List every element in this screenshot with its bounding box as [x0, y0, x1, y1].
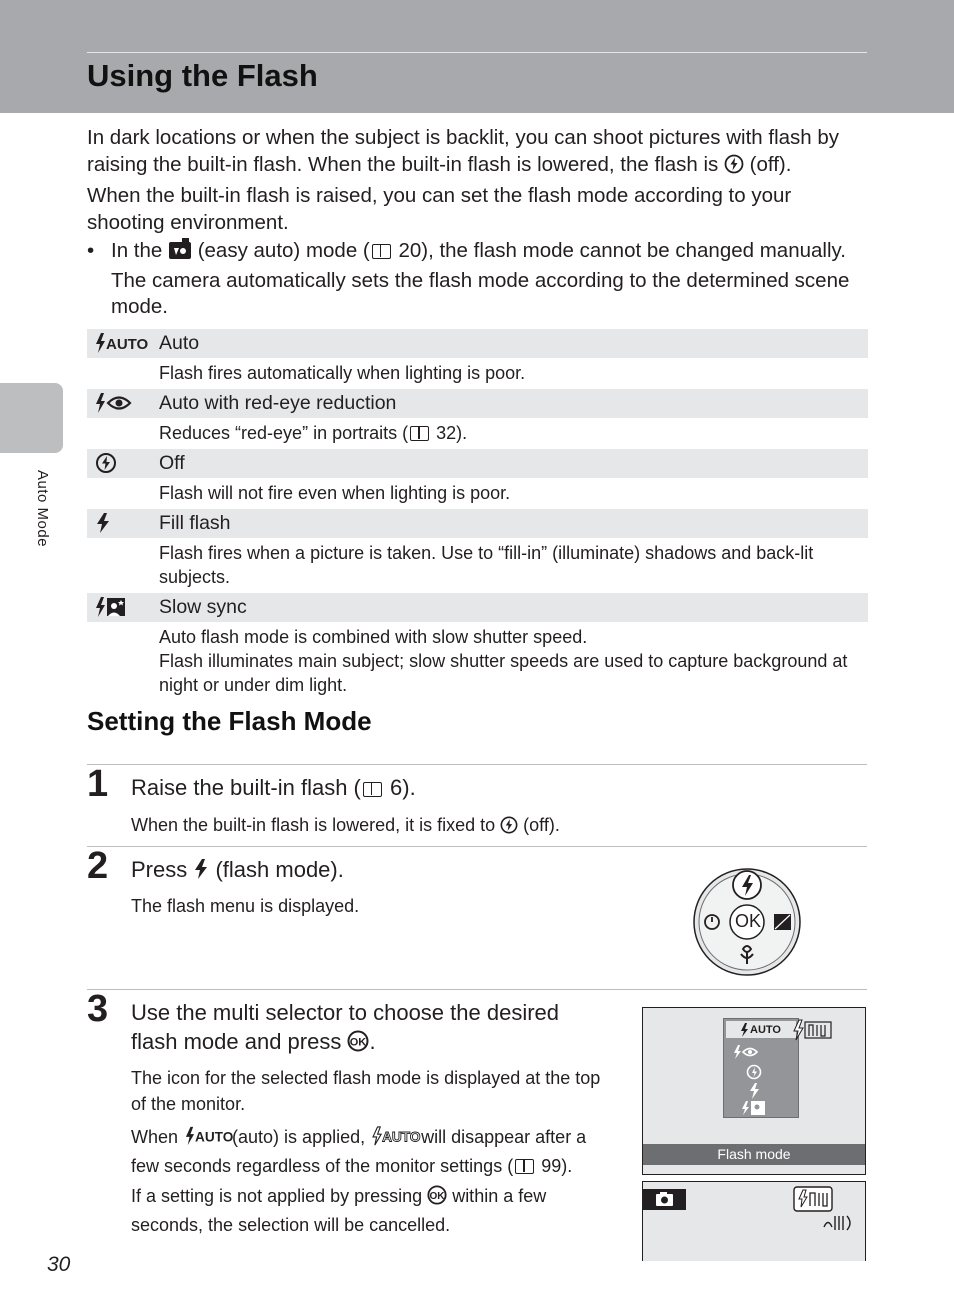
book-icon [363, 782, 382, 797]
mode-head [87, 449, 868, 478]
svg-text:AUTO: AUTO [382, 1129, 421, 1145]
step-title [131, 773, 601, 802]
easy-auto-icon [168, 238, 192, 268]
intro-paragraph-1 [87, 124, 867, 181]
step-text-part: (auto) is applied, [227, 1127, 371, 1147]
intro-text: (off). [743, 153, 792, 176]
section-title: Setting the Flash Mode [87, 706, 372, 736]
step-number: 2 [87, 845, 109, 887]
step-title-text: Press [131, 857, 194, 882]
selected-flash-auto-icon [793, 1019, 833, 1046]
exposure-compensation-icon [774, 914, 791, 930]
mode-head [87, 593, 868, 622]
step-divider [87, 846, 867, 847]
header-band [0, 0, 954, 113]
side-label: Auto Mode [34, 470, 51, 548]
svg-text:AUTO: AUTO [106, 336, 149, 353]
ok-icon [347, 1030, 369, 1059]
step-title-text: Raise the built-in flash ( [131, 775, 361, 800]
step-text: The icon for the selected flash mode is displayed at the top of the monitor. [131, 1068, 601, 1114]
step-text-part: When the built-in flash is lowered, it is fixed to [131, 815, 501, 835]
mode-name: Off [159, 452, 185, 474]
flash-off-icon [500, 815, 518, 841]
step-text-part: will disappear after a few seconds regardless of the monitor settings ( [131, 1127, 587, 1176]
bullet-dot: • [87, 239, 95, 262]
mode-description: Flash fires automatically when lighting is poor. [159, 363, 526, 383]
step-title [131, 998, 601, 1059]
ok-icon [427, 1185, 447, 1212]
slow-sync-icon [95, 596, 127, 620]
step-text [131, 1183, 606, 1238]
step-title-text: 6). [383, 775, 416, 800]
book-icon [372, 244, 391, 259]
step-text-part: 99). [536, 1156, 573, 1176]
bullet-text-part: In the [111, 239, 168, 262]
step-text: The flash menu is displayed. [131, 896, 360, 916]
mode-row-fill-flash [87, 509, 868, 593]
step-text-part: within a few seconds, the selection will be cancelled. [131, 1186, 547, 1235]
flash-mode-menu [723, 1018, 799, 1118]
bullet-text [111, 238, 867, 321]
mode-row-auto [87, 329, 868, 389]
mode-head [87, 509, 868, 538]
flash-icon [193, 858, 209, 887]
step-number: 3 [87, 988, 109, 1030]
step-divider [87, 764, 867, 765]
mode-description: Flash will not fire even when lighting is poor. [159, 483, 511, 503]
step-text-part: When [131, 1127, 184, 1147]
side-tab [0, 383, 63, 453]
mode-head [87, 329, 868, 358]
vibration-reduction-icon [821, 1212, 859, 1237]
menu-auto-label: AUTO [750, 1024, 781, 1036]
bullet-text-part: 20), the flash mode cannot be changed manually. The camera automatically sets the flash mode according to the determined scene mode. [111, 239, 850, 318]
book-icon [410, 426, 429, 441]
bullet-text-part: (easy auto) mode ( [192, 239, 370, 262]
shooting-screen [642, 1181, 866, 1261]
book-icon [515, 1159, 534, 1174]
svg-text:OK: OK [429, 1191, 445, 1203]
mode-name: Auto with red-eye reduction [159, 392, 397, 414]
flash-auto-icon [95, 332, 149, 356]
page-number: 30 [47, 1253, 71, 1276]
step-title-text: (flash mode). [209, 857, 344, 882]
mode-name: Auto [159, 332, 200, 354]
flash-off-icon [95, 452, 117, 476]
mode-description: Auto flash mode is combined with slow shutter speed. Flash illuminates main subject; slow shutter speeds are used to capture background at night or under dim light. [159, 627, 848, 695]
flash-auto-icon [183, 1126, 234, 1153]
camera-icon [643, 1189, 686, 1210]
step-title [131, 855, 601, 887]
flash-mode-menu-screen [642, 1007, 866, 1175]
svg-text:OK: OK [350, 1036, 367, 1049]
mode-row-slow-sync [87, 593, 868, 701]
header-rule [87, 52, 867, 53]
fill-flash-icon [95, 512, 111, 536]
mode-description [87, 418, 868, 449]
step-text [131, 812, 606, 841]
step-number: 1 [87, 763, 109, 805]
flash-auto-outline-icon [370, 1126, 421, 1153]
mode-row-off [87, 449, 868, 509]
mode-description-text: Reduces “red-eye” in portraits ( [159, 423, 409, 443]
step-title-text: . [369, 1029, 376, 1054]
step-text-part: If a setting is not applied by pressing [131, 1186, 428, 1206]
mode-name: Slow sync [159, 596, 247, 618]
flash-off-icon [724, 154, 744, 181]
svg-text:AUTO: AUTO [195, 1129, 234, 1145]
mode-description-ref: 32). [431, 423, 468, 443]
shooting-mode-indicator [643, 1189, 686, 1210]
screen-caption: Flash mode [643, 1144, 865, 1165]
intro-paragraph-2: When the built-in flash is raised, you can set the flash mode according to your shooting environment. [87, 184, 792, 234]
mode-name: Fill flash [159, 512, 231, 534]
mode-row-red-eye [87, 389, 868, 449]
step-text [131, 1124, 606, 1179]
mode-head [87, 389, 868, 418]
page-title: Using the Flash [87, 58, 318, 93]
step-divider [87, 989, 867, 990]
ok-button-label: OK [735, 911, 762, 931]
step-title-text: Use the multi selector to choose the desired flash mode and press [131, 1000, 560, 1054]
step-text-part: (off). [518, 815, 560, 835]
mode-description: Flash fires when a picture is taken. Use to “fill-in” (illuminate) shadows and back-lit subjects. [159, 543, 814, 587]
multi-selector-illustration [692, 867, 802, 977]
flash-mode-table [87, 329, 868, 701]
flash-red-eye-icon [95, 392, 135, 416]
intro-text: In dark locations or when the subject is backlit, you can shoot pictures with flash by raising the built-in flash. When the built-in flash is lowered, the flash is [87, 126, 840, 176]
